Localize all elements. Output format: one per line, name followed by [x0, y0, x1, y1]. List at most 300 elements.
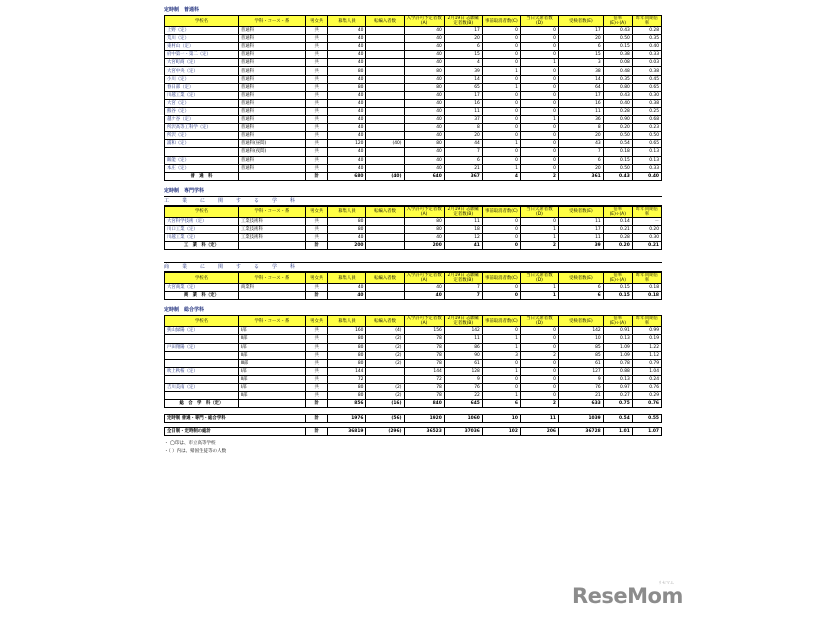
total-cell-course — [238, 292, 305, 300]
column-header-absent: 当日欠席者数(D) — [520, 273, 558, 284]
cell-capacity: 40 — [328, 284, 366, 292]
cell-course: 普通科 — [238, 99, 305, 107]
cell-applicants: 21 — [444, 164, 482, 172]
results-table — [164, 315, 662, 408]
cell-last_year: 0.30 — [632, 233, 661, 241]
summary-cell-special: (56) — [366, 415, 404, 423]
column-header-gender: 男女共 — [306, 273, 328, 284]
cell-examinees: 6 — [558, 156, 603, 164]
cell-special — [366, 107, 404, 115]
cell-ratio: 0.35 — [603, 75, 632, 83]
cell-absent: 2 — [520, 351, 558, 359]
total-cell-planned: 840 — [404, 400, 444, 408]
cell-capacity: 40 — [328, 233, 366, 241]
cell-applicants: 11 — [444, 335, 482, 343]
cell-examinees: 21 — [558, 392, 603, 400]
cell-school: 狭山緑陽（定） — [165, 327, 239, 335]
cell-absent: 0 — [520, 99, 558, 107]
cell-gender: 共 — [306, 284, 328, 292]
cell-prior: 0 — [482, 375, 520, 383]
table-row — [165, 83, 662, 91]
column-header-prior: 事前取消者数(C) — [482, 16, 520, 27]
cell-last_year: 0.79 — [632, 359, 661, 367]
cell-special — [366, 51, 404, 59]
total-cell-gender: 計 — [306, 172, 328, 180]
column-header-applicants: 2月19日 志願確定者数(B) — [444, 316, 482, 327]
cell-last_year: 0.19 — [632, 335, 661, 343]
cell-school — [165, 351, 239, 359]
cell-special: (40) — [366, 140, 404, 148]
cell-school: 川口工業（定） — [165, 225, 239, 233]
cell-prior: 0 — [482, 99, 520, 107]
cell-special — [366, 284, 404, 292]
total-cell-applicants: 645 — [444, 400, 482, 408]
cell-gender: 共 — [306, 99, 328, 107]
total-cell-ratio: 0.75 — [603, 400, 632, 408]
cell-last_year: 0.76 — [632, 384, 661, 392]
total-cell-school: 総 合 学 科（定） — [165, 400, 239, 408]
cell-prior: 1 — [482, 164, 520, 172]
summary-cell-school: 全日制・定時制の総計 — [165, 428, 306, 436]
summary-cell-prior: 102 — [482, 428, 520, 436]
cell-school: 川越工業（定） — [165, 233, 239, 241]
column-header-school: 学校名 — [165, 206, 239, 217]
cell-school: 熊谷（定） — [165, 107, 239, 115]
cell-capacity: 40 — [328, 132, 366, 140]
cell-examinees: 11 — [558, 107, 603, 115]
cell-special — [366, 27, 404, 35]
cell-course: 普通科(夜間) — [238, 148, 305, 156]
cell-examinees: 85 — [558, 343, 603, 351]
document-page — [164, 6, 662, 456]
table-row — [165, 132, 662, 140]
cell-capacity: 40 — [328, 148, 366, 156]
column-header-last_year: 昨年同期倍率 — [632, 206, 661, 217]
cell-last_year: 1.12 — [632, 351, 661, 359]
cell-course: 普通科 — [238, 91, 305, 99]
column-header-prior: 事前取消者数(C) — [482, 206, 520, 217]
cell-gender: 共 — [306, 83, 328, 91]
cell-examinees: 11 — [558, 233, 603, 241]
total-row — [165, 292, 662, 300]
cell-gender: 共 — [306, 164, 328, 172]
total-cell-course — [238, 242, 305, 250]
total-cell-absent: 2 — [520, 400, 558, 408]
cell-examinees: 3 — [558, 59, 603, 67]
column-header-course: 学科・コース・系 — [238, 16, 305, 27]
cell-last_year: 0.38 — [632, 99, 661, 107]
cell-prior: 0 — [482, 233, 520, 241]
cell-applicants: 14 — [444, 75, 482, 83]
total-cell-school: 商 業 科（定） — [165, 292, 239, 300]
cell-course: 普通科 — [238, 51, 305, 59]
total-cell-applicants: 7 — [444, 292, 482, 300]
cell-school: 大宮商業（定） — [165, 284, 239, 292]
cell-special — [366, 233, 404, 241]
column-header-examinees: 受検者数(E) — [558, 316, 603, 327]
column-header-special: 転編入者数 — [366, 16, 404, 27]
cell-applicants: 7 — [444, 148, 482, 156]
table-row — [165, 384, 662, 392]
cell-planned: 40 — [404, 27, 444, 35]
cell-planned: 80 — [404, 140, 444, 148]
cell-prior: 0 — [482, 156, 520, 164]
cell-prior: 1 — [482, 367, 520, 375]
cell-absent: 0 — [520, 75, 558, 83]
cell-absent: 0 — [520, 384, 558, 392]
cell-course: 工業技術科 — [238, 233, 305, 241]
cell-special — [366, 35, 404, 43]
cell-examinees: 38 — [558, 67, 603, 75]
cell-course: 普通科 — [238, 156, 305, 164]
cell-absent: 0 — [520, 107, 558, 115]
cell-applicants: 90 — [444, 351, 482, 359]
cell-absent: 0 — [520, 343, 558, 351]
cell-ratio: 0.14 — [603, 217, 632, 225]
cell-capacity: 40 — [328, 35, 366, 43]
cell-school: 飯能（定） — [165, 156, 239, 164]
cell-prior: 1 — [482, 343, 520, 351]
cell-capacity: 80 — [328, 67, 366, 75]
cell-course: 普通科 — [238, 124, 305, 132]
cell-prior: 3 — [482, 351, 520, 359]
cell-ratio: 0.54 — [603, 140, 632, 148]
cell-last_year: 0.35 — [632, 35, 661, 43]
cell-last_year: 0.23 — [632, 124, 661, 132]
table-row — [165, 75, 662, 83]
column-header-special: 転編入者数 — [366, 316, 404, 327]
total-cell-special: (16) — [366, 400, 404, 408]
cell-planned: 80 — [404, 83, 444, 91]
total-cell-gender: 計 — [306, 292, 328, 300]
cell-planned: 40 — [404, 132, 444, 140]
cell-school — [165, 335, 239, 343]
results-table — [164, 15, 662, 181]
cell-special — [366, 67, 404, 75]
cell-course: 普通科 — [238, 35, 305, 43]
table-row — [165, 367, 662, 375]
cell-examinees: 8 — [558, 124, 603, 132]
column-header-planned: 入学許可予定者数(A) — [404, 273, 444, 284]
cell-absent: 0 — [520, 35, 558, 43]
summary-cell-gender: 計 — [306, 428, 328, 436]
table-row — [165, 233, 662, 241]
total-row — [165, 400, 662, 408]
table-row — [165, 148, 662, 156]
column-header-capacity: 募集人員 — [328, 206, 366, 217]
cell-absent: 1 — [520, 116, 558, 124]
cell-prior: 0 — [482, 225, 520, 233]
cell-absent: 0 — [520, 91, 558, 99]
cell-gender: 共 — [306, 327, 328, 335]
table-row — [165, 91, 662, 99]
cell-course: 普通科 — [238, 83, 305, 91]
summary-cell-planned: 1920 — [404, 415, 444, 423]
cell-examinees: 6 — [558, 43, 603, 51]
cell-course: 普通科 — [238, 67, 305, 75]
cell-special — [366, 225, 404, 233]
cell-examinees: 61 — [558, 359, 603, 367]
total-cell-gender: 計 — [306, 242, 328, 250]
cell-last_year: 0.68 — [632, 116, 661, 124]
cell-examinees: 76 — [558, 384, 603, 392]
table-row — [165, 59, 662, 67]
cell-special — [366, 164, 404, 172]
cell-absent: 1 — [520, 225, 558, 233]
cell-gender: 共 — [306, 116, 328, 124]
column-header-course: 学科・コース・系 — [238, 206, 305, 217]
cell-applicants: 7 — [444, 284, 482, 292]
cell-special: (2) — [366, 343, 404, 351]
total-cell-absent: 2 — [520, 172, 558, 180]
cell-school: 戸田翔陽（定） — [165, 343, 239, 351]
cell-special — [366, 91, 404, 99]
cell-examinees: 20 — [558, 132, 603, 140]
cell-school: 府中第一・第二（定） — [165, 51, 239, 59]
cell-planned: 40 — [404, 35, 444, 43]
cell-examinees: 14 — [558, 75, 603, 83]
cell-ratio: 0.13 — [603, 375, 632, 383]
summary-cell-ratio: 1.01 — [603, 428, 632, 436]
cell-capacity: 80 — [328, 359, 366, 367]
cell-ratio: 0.40 — [603, 99, 632, 107]
cell-course: 普通科(昼間) — [238, 140, 305, 148]
cell-absent: 0 — [520, 43, 558, 51]
cell-ratio: 0.50 — [603, 35, 632, 43]
cell-last_year: 0.20 — [632, 225, 661, 233]
cell-last_year: 0.40 — [632, 43, 661, 51]
column-header-prior: 事前取消者数(C) — [482, 273, 520, 284]
cell-ratio: 0.15 — [603, 156, 632, 164]
total-cell-special: (40) — [366, 172, 404, 180]
summary-cell-planned: 36523 — [404, 428, 444, 436]
cell-last_year: 0.18 — [632, 284, 661, 292]
cell-last_year: 0.13 — [632, 148, 661, 156]
total-cell-last_year: 0.40 — [632, 172, 661, 180]
cell-prior: 1 — [482, 140, 520, 148]
total-cell-special — [366, 292, 404, 300]
cell-gender: 共 — [306, 148, 328, 156]
cell-gender: 共 — [306, 51, 328, 59]
cell-planned: 40 — [404, 51, 444, 59]
cell-examinees: 6 — [558, 284, 603, 292]
cell-capacity: 80 — [328, 225, 366, 233]
cell-course: 普通科 — [238, 116, 305, 124]
cell-ratio: 1.09 — [603, 351, 632, 359]
cell-last_year: 0.13 — [632, 156, 661, 164]
cell-last_year: 0.50 — [632, 132, 661, 140]
cell-applicants: 61 — [444, 359, 482, 367]
cell-examinees: 15 — [558, 51, 603, 59]
total-cell-prior: 0 — [482, 242, 520, 250]
cell-course: 普通科 — [238, 107, 305, 115]
cell-course: 工業技術科 — [238, 225, 305, 233]
table-row — [165, 124, 662, 132]
cell-absent: 0 — [520, 132, 558, 140]
summary-cell-capacity: 36819 — [328, 428, 366, 436]
cell-examinees: 20 — [558, 164, 603, 172]
cell-special — [366, 148, 404, 156]
cell-absent: 0 — [520, 359, 558, 367]
column-header-ratio: 倍率(E)÷(A) — [603, 273, 632, 284]
cell-ratio: 0.13 — [603, 335, 632, 343]
summary-cell-ratio: 0.54 — [603, 415, 632, 423]
cell-last_year: 1.04 — [632, 367, 661, 375]
summary-cell-capacity: 1976 — [328, 415, 366, 423]
cell-gender: 共 — [306, 343, 328, 351]
cell-planned: 40 — [404, 99, 444, 107]
cell-gender: 共 — [306, 359, 328, 367]
cell-gender: 共 — [306, 67, 328, 75]
summary-cell-school: 定時制 普通・専門・総合学科 — [165, 415, 306, 423]
total-cell-special — [366, 242, 404, 250]
cell-school — [165, 359, 239, 367]
summary-cell-special: (296) — [366, 428, 404, 436]
column-header-ratio: 倍率(E)÷(A) — [603, 316, 632, 327]
cell-school: 大宮（定） — [165, 99, 239, 107]
cell-school — [165, 148, 239, 156]
total-cell-last_year: 0.21 — [632, 242, 661, 250]
cell-capacity: 80 — [328, 392, 366, 400]
cell-prior: 0 — [482, 27, 520, 35]
cell-last_year: 0.99 — [632, 327, 661, 335]
summary-table — [164, 414, 662, 423]
resemom-logo-sub: リセマム — [658, 580, 674, 585]
cell-ratio: 0.91 — [603, 327, 632, 335]
cell-last_year: 0.03 — [632, 59, 661, 67]
cell-ratio: 0.28 — [603, 107, 632, 115]
cell-applicants: 86 — [444, 343, 482, 351]
cell-gender: 共 — [306, 43, 328, 51]
column-header-applicants: 2月19日 志願確定者数(B) — [444, 16, 482, 27]
cell-applicants: 12 — [444, 233, 482, 241]
cell-capacity: 40 — [328, 27, 366, 35]
table-row — [165, 225, 662, 233]
column-header-examinees: 受検者数(E) — [558, 206, 603, 217]
cell-last_year: 0.33 — [632, 51, 661, 59]
cell-special — [366, 375, 404, 383]
results-table — [164, 206, 662, 250]
cell-ratio: 0.18 — [603, 148, 632, 156]
cell-school: 荒川（定） — [165, 35, 239, 43]
cell-planned: 144 — [404, 367, 444, 375]
cell-applicants: 6 — [444, 43, 482, 51]
cell-ratio: 0.08 — [603, 59, 632, 67]
table-row — [165, 107, 662, 115]
column-header-course: 学科・コース・系 — [238, 316, 305, 327]
total-cell-capacity: 40 — [328, 292, 366, 300]
total-cell-prior: 6 — [482, 400, 520, 408]
cell-ratio: 0.20 — [603, 124, 632, 132]
summary-cell-gender: 計 — [306, 415, 328, 423]
column-header-school: 学校名 — [165, 273, 239, 284]
cell-last_year: 0.65 — [632, 140, 661, 148]
column-header-gender: 男女共 — [306, 316, 328, 327]
resemom-logo: ReseMom — [572, 584, 683, 608]
cell-planned: 78 — [404, 359, 444, 367]
summary-row — [165, 415, 662, 423]
total-cell-absent: 1 — [520, 292, 558, 300]
cell-ratio: 0.38 — [603, 51, 632, 59]
cell-planned: 40 — [404, 148, 444, 156]
cell-planned: 40 — [404, 43, 444, 51]
table-row — [165, 43, 662, 51]
cell-special: (2) — [366, 392, 404, 400]
total-cell-planned: 200 — [404, 242, 444, 250]
cell-examinees: 16 — [558, 99, 603, 107]
cell-capacity: 80 — [328, 384, 366, 392]
cell-planned: 78 — [404, 384, 444, 392]
cell-school: 吉川美南（定） — [165, 384, 239, 392]
cell-examinees: 17 — [558, 27, 603, 35]
cell-special — [366, 156, 404, 164]
cell-planned: 80 — [404, 225, 444, 233]
table-row — [165, 375, 662, 383]
total-cell-last_year: 0.18 — [632, 292, 661, 300]
cell-gender: 共 — [306, 132, 328, 140]
cell-school: 大宮町商（定） — [165, 59, 239, 67]
column-header-last_year: 昨年同期倍率 — [632, 16, 661, 27]
cell-course: Ⅱ部 — [238, 392, 305, 400]
column-header-planned: 入学許可予定者数(A) — [404, 316, 444, 327]
total-cell-examinees: 361 — [558, 172, 603, 180]
cell-absent: 0 — [520, 156, 558, 164]
cell-capacity: 40 — [328, 75, 366, 83]
cell-gender: 共 — [306, 35, 328, 43]
cell-planned: 40 — [404, 91, 444, 99]
cell-applicants: 20 — [444, 132, 482, 140]
cell-course: 普通科 — [238, 27, 305, 35]
cell-capacity: 160 — [328, 327, 366, 335]
table-row — [165, 284, 662, 292]
cell-gender: 共 — [306, 156, 328, 164]
cell-ratio: 1.09 — [603, 343, 632, 351]
cell-absent: 0 — [520, 148, 558, 156]
cell-capacity: 80 — [328, 335, 366, 343]
cell-ratio: 0.48 — [603, 67, 632, 75]
cell-prior: 0 — [482, 327, 520, 335]
cell-planned: 40 — [404, 107, 444, 115]
cell-gender: 共 — [306, 225, 328, 233]
cell-prior: 0 — [482, 59, 520, 67]
cell-planned: 72 — [404, 375, 444, 383]
column-header-gender: 男女共 — [306, 206, 328, 217]
cell-examinees: 7 — [558, 148, 603, 156]
cell-applicants: 37 — [444, 116, 482, 124]
cell-planned: 40 — [404, 75, 444, 83]
cell-school: 東村山（定） — [165, 43, 239, 51]
cell-prior: 0 — [482, 116, 520, 124]
cell-gender: 共 — [306, 27, 328, 35]
table-row — [165, 359, 662, 367]
total-cell-gender: 計 — [306, 400, 328, 408]
cell-gender: 共 — [306, 384, 328, 392]
summary-cell-prior: 10 — [482, 415, 520, 423]
column-header-absent: 当日欠席者数(D) — [520, 206, 558, 217]
cell-last_year: 0.45 — [632, 75, 661, 83]
table-row — [165, 156, 662, 164]
summary-cell-absent: 206 — [520, 428, 558, 436]
cell-absent: 0 — [520, 367, 558, 375]
total-cell-capacity: 680 — [328, 172, 366, 180]
cell-prior: 0 — [482, 43, 520, 51]
cell-examinees: 11 — [558, 217, 603, 225]
cell-special: (2) — [366, 359, 404, 367]
total-cell-capacity: 200 — [328, 242, 366, 250]
cell-gender: 共 — [306, 217, 328, 225]
cell-absent: 0 — [520, 27, 558, 35]
cell-course: Ⅰ部 — [238, 367, 305, 375]
